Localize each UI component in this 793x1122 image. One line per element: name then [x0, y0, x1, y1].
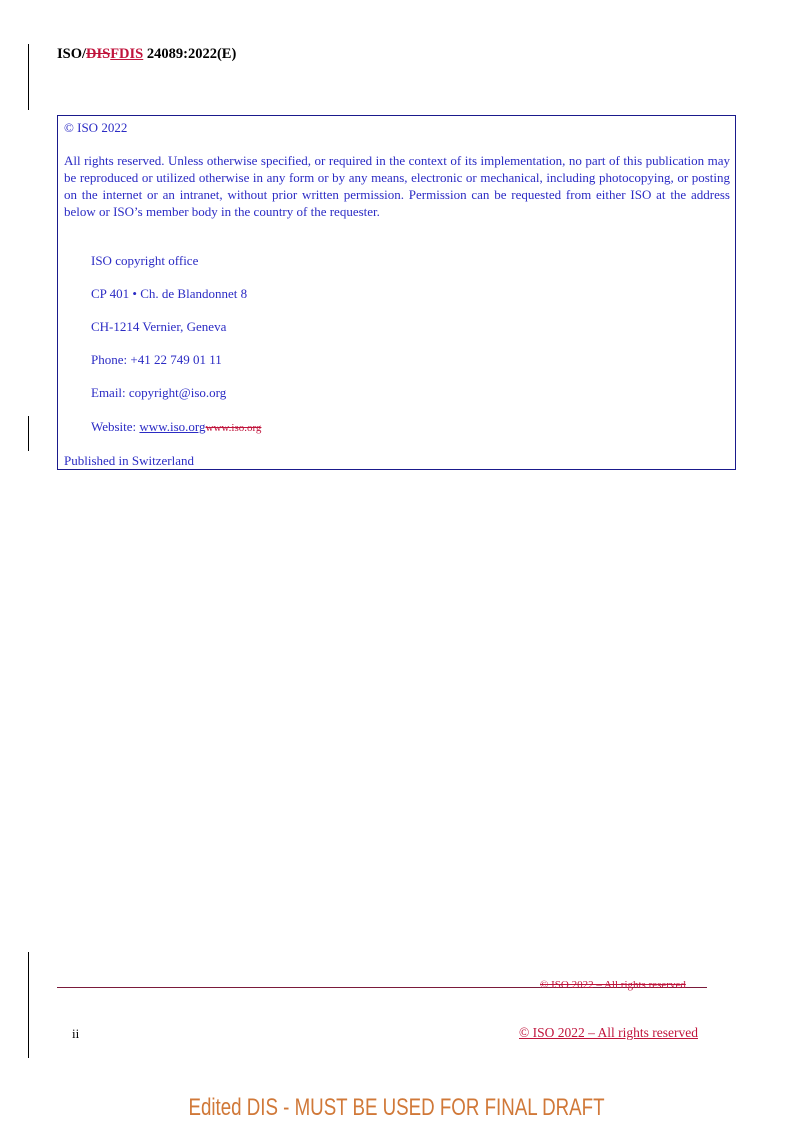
header-prefix: ISO/ [57, 46, 87, 62]
footer-deleted-copyright: © ISO 2022 – All rights reserved [540, 979, 686, 991]
draft-watermark: Edited DIS - MUST BE USED FOR FINAL DRAFT [188, 1094, 605, 1121]
address-street: CP 401 • Ch. de Blandonnet 8 [91, 286, 248, 301]
header-deleted-text: DIS [86, 46, 111, 62]
address-phone: Phone: +41 22 749 01 11 [91, 352, 222, 367]
website-label: Website: [91, 419, 140, 434]
website-deleted-text: www.iso.org [205, 422, 262, 434]
address-office: ISO copyright office [91, 253, 199, 268]
rights-text: All rights reserved. Unless otherwise specified, or required in the context of its implementation, no part of this publication may be reproduced or utilized otherwise in any form or by any means, electronic or mechanical, including photocopying, or posting on the internet or an intranet, without prior written permission. Permission can be requested from either ISO at the address below or ISO’s member body in the country of the requester. [64, 153, 730, 219]
address-email: Email: copyright@iso.org [91, 385, 227, 400]
copyright-line: © ISO 2022 [64, 120, 128, 135]
page-number: ii [72, 1026, 80, 1041]
header-suffix: 24089:2022(E) [143, 46, 237, 62]
website-link[interactable]: www.iso.org [139, 419, 206, 434]
change-bar-footer [28, 952, 29, 1058]
footer-inserted-copyright: © ISO 2022 – All rights reserved [519, 1025, 698, 1040]
copyright-box [57, 115, 736, 470]
change-bar-website [28, 416, 29, 451]
address-website [91, 419, 261, 435]
address-city: CH-1214 Vernier, Geneva [91, 319, 227, 334]
published-line: Published in Switzerland [64, 453, 194, 468]
document-header [57, 46, 236, 63]
header-inserted-text: FDIS [110, 46, 144, 62]
change-bar-header [28, 44, 29, 110]
